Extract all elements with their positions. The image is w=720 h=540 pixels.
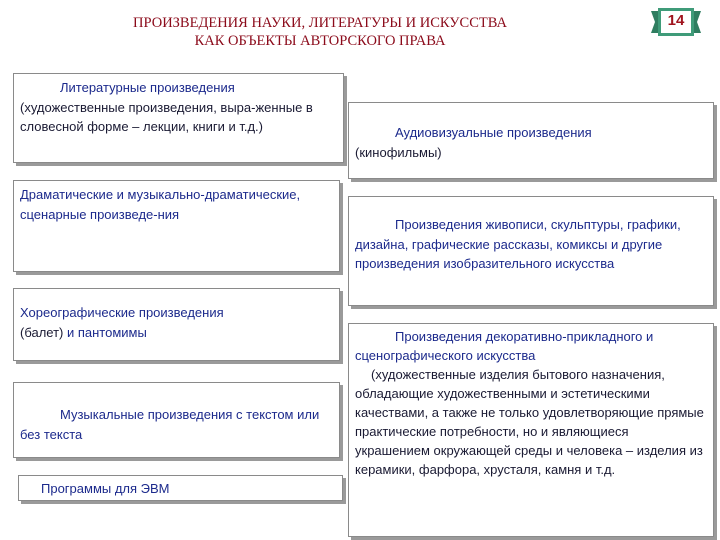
choreographic-works-heading: Хореографические произведения: [20, 305, 224, 320]
musical-works-text: Музыкальные произведения с текстом или без текста: [20, 407, 320, 442]
software-box: [18, 475, 343, 501]
musical-works-box: [13, 382, 340, 458]
slide-number: 14: [667, 12, 685, 29]
title-line-2: КАК ОБЪЕКТЫ АВТОРСКОГО ПРАВА: [194, 33, 446, 49]
page-title: [60, 14, 580, 50]
fine-art-works-box: [348, 196, 714, 306]
audiovisual-works-heading: Аудиовизуальные произведения: [395, 125, 592, 140]
literary-works-box: [13, 73, 344, 163]
decorative-works-text: (художественные изделия бытового назначения, обладающие художественными и эстетическими качествами, а также не только удовлетворяющие прямые практические потребности, но и являющиеся украшением окружающей среды и человека – изделия из керамики, фарфора, хрусталя, камня и т.д.: [355, 367, 704, 477]
choreographic-works-paren: (балет): [20, 324, 64, 340]
decorative-works-heading: Произведения декоративно-прикладного и сценографического искусства: [355, 329, 654, 363]
software-text: Программы для ЭВМ: [41, 481, 170, 496]
literary-works-heading: Литературные произведения: [60, 80, 235, 95]
title-line-1: ПРОИЗВЕДЕНИЯ НАУКИ, ЛИТЕРАТУРЫ И ИСКУССТВА: [133, 15, 507, 31]
literary-works-text: (художественные произведения, выра-женные в словесной форме – лекции, книги и т.д.): [20, 99, 313, 134]
choreographic-works-rest: и пантомимы: [63, 324, 147, 340]
choreographic-works-box: [13, 288, 340, 361]
decorative-works-box: [348, 323, 714, 537]
audiovisual-works-box: [348, 102, 714, 179]
dramatic-works-text: Драматические и музыкально-драматические, сценарные произведе-ния: [20, 187, 301, 222]
slide-number-badge: [651, 8, 701, 36]
fine-art-works-text: Произведения живописи, скульптуры, графики, дизайна, графические рассказы, комиксы и другие произведения изобразительного искусства: [355, 217, 681, 271]
dramatic-works-box: [13, 180, 340, 272]
audiovisual-works-text: (кинофильмы): [355, 144, 442, 160]
